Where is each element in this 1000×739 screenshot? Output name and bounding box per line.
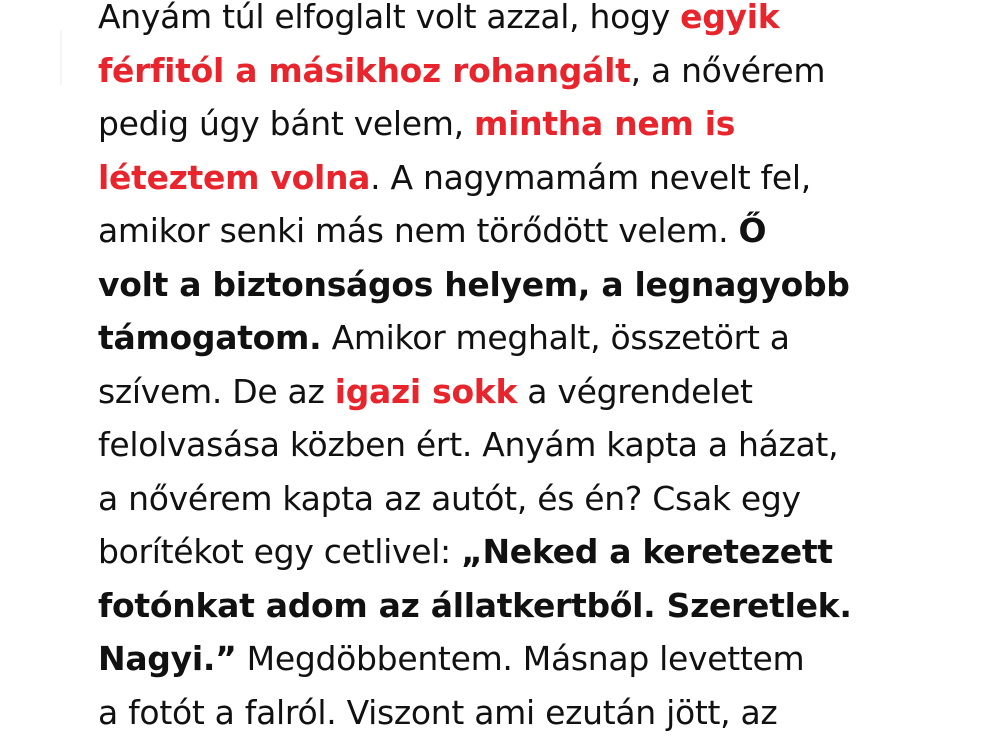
bold-phrase: „Neked a keretezett (461, 532, 833, 571)
bold-phrase: fotónkat adom az állatkertből. Szeretlek. (98, 586, 852, 625)
body-text: Amikor meghalt, összetört a (321, 318, 789, 357)
body-text: . A nagymamám nevelt fel, (370, 158, 811, 197)
body-text: , a nővérem (631, 51, 826, 90)
highlighted-phrase: léteztem volna (98, 158, 370, 197)
text-line (98, 632, 898, 686)
text-line (98, 525, 898, 579)
text-line (98, 311, 898, 365)
body-text: a végrendelet (517, 372, 753, 411)
body-text: amikor senki más nem törődött velem. (98, 211, 739, 250)
text-line (98, 472, 898, 526)
text-line (98, 151, 898, 205)
text-line (98, 258, 898, 312)
text-line (98, 579, 898, 633)
highlighted-phrase: férfitól a másikhoz rohangált (98, 51, 631, 90)
text-line (98, 0, 898, 44)
body-text: pedig úgy bánt velem, (98, 104, 474, 143)
bold-phrase: támogatom. (98, 318, 321, 357)
text-line (98, 44, 898, 98)
faint-margin-mark (60, 30, 62, 85)
body-text: felolvasása közben ért. Anyám kapta a házat, (98, 425, 838, 464)
bold-phrase: Ő (739, 211, 767, 250)
text-line (98, 365, 898, 419)
body-text: a nővérem kapta az autót, és én? Csak egy (98, 479, 801, 518)
body-text: borítékot egy cetlivel: (98, 532, 461, 571)
story-paragraph (98, 0, 898, 739)
highlighted-phrase: egyik (680, 0, 779, 36)
text-line (98, 97, 898, 151)
body-text: Anyám túl elfoglalt volt azzal, hogy (98, 0, 680, 36)
body-text: szívem. De az (98, 372, 335, 411)
body-text: Megdöbbentem. Másnap levettem (236, 639, 804, 678)
text-line (98, 418, 898, 472)
bold-phrase: volt a biztonságos helyem, a legnagyobb (98, 265, 850, 304)
text-line (98, 204, 898, 258)
bold-phrase: Nagyi.” (98, 639, 236, 678)
body-text: a fotót a falról. Viszont ami ezután jött, az (98, 693, 777, 732)
highlighted-phrase: igazi sokk (335, 372, 517, 411)
highlighted-phrase: mintha nem is (474, 104, 735, 143)
text-line (98, 686, 898, 739)
